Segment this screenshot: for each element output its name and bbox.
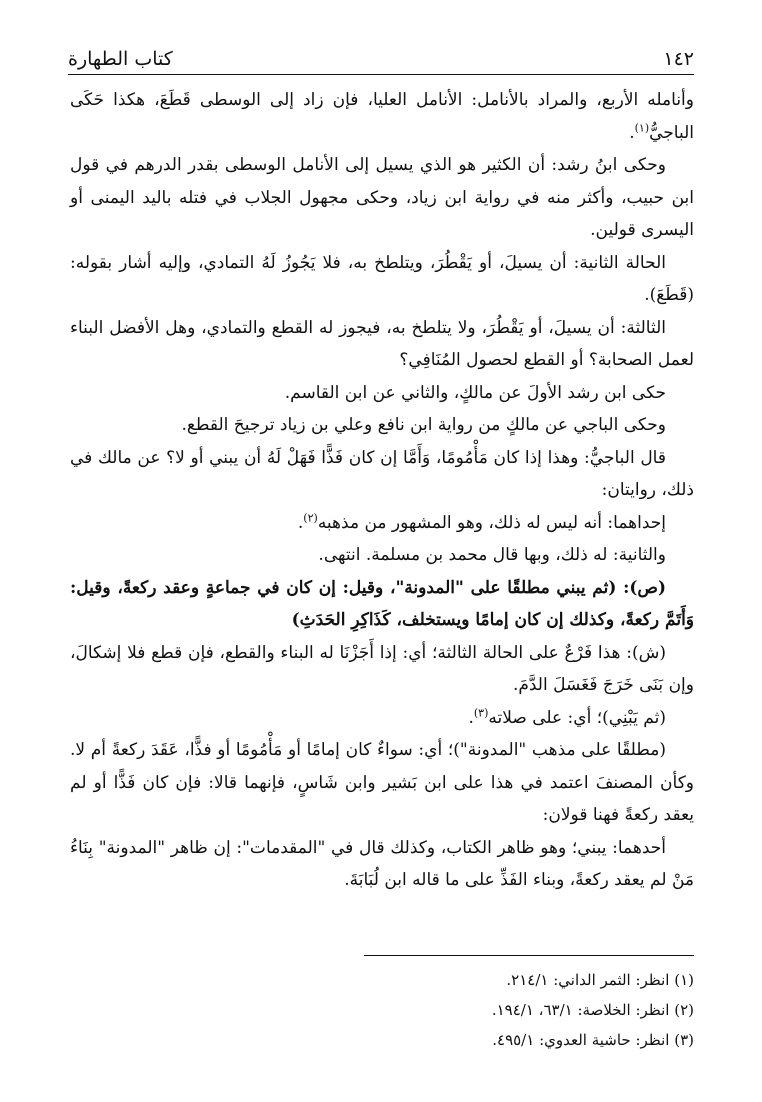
paragraph	[70, 247, 694, 312]
paragraph	[70, 734, 694, 832]
footnote-separator	[364, 955, 694, 956]
paragraph	[70, 832, 694, 897]
paragraph-text: أحدهما: يبني؛ وهو ظاهر الكتاب، وكذلك قال في "المقدمات": إن ظاهر "المدونة" بِنَاءُ مَنْ لم يعقد ركعةً، وبناء الفَذِّ على ما قاله ابن لُبَابَةَ.	[70, 837, 694, 890]
paragraph	[70, 507, 694, 540]
paragraph-text: وحكى ابنُ رشد: أن الكثير هو الذي يسيل إلى الأنامل الوسطى بقدر الدرهم في قول ابن حبيب، وأكثر منه في رواية ابن زياد، وحكى مجهول الجلاب في فتله باليد اليمنى أو اليسرى قولين.	[70, 155, 694, 240]
paragraph-text: حكى ابن رشد الأولَ عن مالكٍ، والثاني عن ابن القاسم.	[284, 382, 666, 403]
paragraph	[70, 539, 694, 572]
footnote-marker[interactable]: (٣)	[473, 705, 489, 719]
paragraph	[70, 637, 694, 702]
paragraph	[70, 84, 694, 149]
paragraph-text: (ثم يَبْنِي)؛ أي: على صلاته	[488, 707, 666, 728]
page-header	[68, 40, 694, 75]
paragraph-text: (مطلقًا على مذهب "المدونة")؛ أي: سواءٌ كان إمامًا أو مَأْمُومًا أو فذًّا، عَقَدَ ركعةً أم لا. وكأن المصنفَ اعتمد في هذا على ابن بَشير وابن شَاسٍ، فإنهما قالا: فإن كان فَذًّا أو لم يعقد ركعةً فهنا قولان:	[70, 740, 694, 825]
paragraph-text: (ص): (ثم يبني مطلقًا على "المدونة"، وقيل: إن كان في جماعةٍ وعقد ركعةً، وقيل: وَأَتَمَّ ركعةً، وكذلك إن كان إمامًا ويستخلف، كَذَاكِرِ الحَدَثِ)	[70, 577, 694, 630]
footnote: (١) انظر: الثمر الداني: ٢١٤/١.	[506, 971, 694, 989]
paragraph-text: والثانية: له ذلك، وبها قال محمد بن مسلمة. انتهى.	[318, 545, 666, 565]
paragraph-text: الثالثة: أن يسيلَ، أو يَقْطُرَ، ولا يتلطخ به، فيجوز له القطع والتمادي، وهل الأفضل البناء لعمل الصحابة؟ أو القطع لحصول المُنَافِي؟	[70, 317, 694, 370]
paragraph	[70, 702, 694, 735]
paragraph	[70, 149, 694, 247]
paragraph	[70, 409, 694, 442]
paragraph-tail: .	[297, 512, 304, 533]
paragraph-tail: .	[468, 707, 474, 728]
paragraph	[70, 377, 694, 410]
footnote: (٢) انظر: الخلاصة: ٦٣/١، ١٩٤/١.	[491, 1001, 694, 1019]
footnotes	[70, 965, 694, 1055]
paragraph-text: (ش): هذا فَرْعٌ على الحالة الثالثة؛ أي: إذا أَجَزْنَا له البناء والقطع، فإن قطع فلا إشكالَ، وإن بَنَى خَرَجَ فَغَسَلَ الدَّمَ.	[70, 642, 694, 695]
paragraph-tail: .	[629, 122, 635, 143]
paragraph	[70, 312, 694, 377]
paragraph	[70, 442, 694, 507]
paragraph-text: وأنامله الأربع، والمراد بالأنامل: الأنامل العليا، فإن زاد إلى الوسطى قَطَعَ، هكذا حَكَى الباجيُّ	[70, 90, 694, 143]
book-title: كتاب الطهارة	[68, 48, 173, 70]
footnote-marker[interactable]: (٢)	[303, 510, 318, 524]
footnote-marker[interactable]: (١)	[634, 120, 650, 134]
footnote: (٣) انظر: حاشية العدوي: ٤٩٥/١.	[492, 1031, 694, 1049]
paragraph	[70, 572, 694, 637]
page-number: ١٤٢	[663, 48, 694, 70]
main-text	[70, 84, 694, 897]
paragraph-text: إحداهما: أنه ليس له ذلك، وهو المشهور من مذهبه	[317, 512, 666, 533]
paragraph-text: قال الباجيُّ: وهذا إذا كان مَأْمُومًا، وَأَمَّا إن كان فَذًّا فَهَلْ لَهُ أن يبني أو لا؟ عن مالك في ذلك، روايتان:	[70, 447, 694, 500]
paragraph-text: الحالة الثانية: أن يسيلَ، أو يَقْطُرَ، ويتلطخ به، فلا يَجُوزُ لَهُ التمادي، وإليه أشار بقوله: (قَطَعَ).	[70, 252, 694, 305]
paragraph-text: وحكى الباجي عن مالكٍ من رواية ابن نافع وعلي بن زياد ترجيحَ القطع.	[181, 415, 666, 435]
